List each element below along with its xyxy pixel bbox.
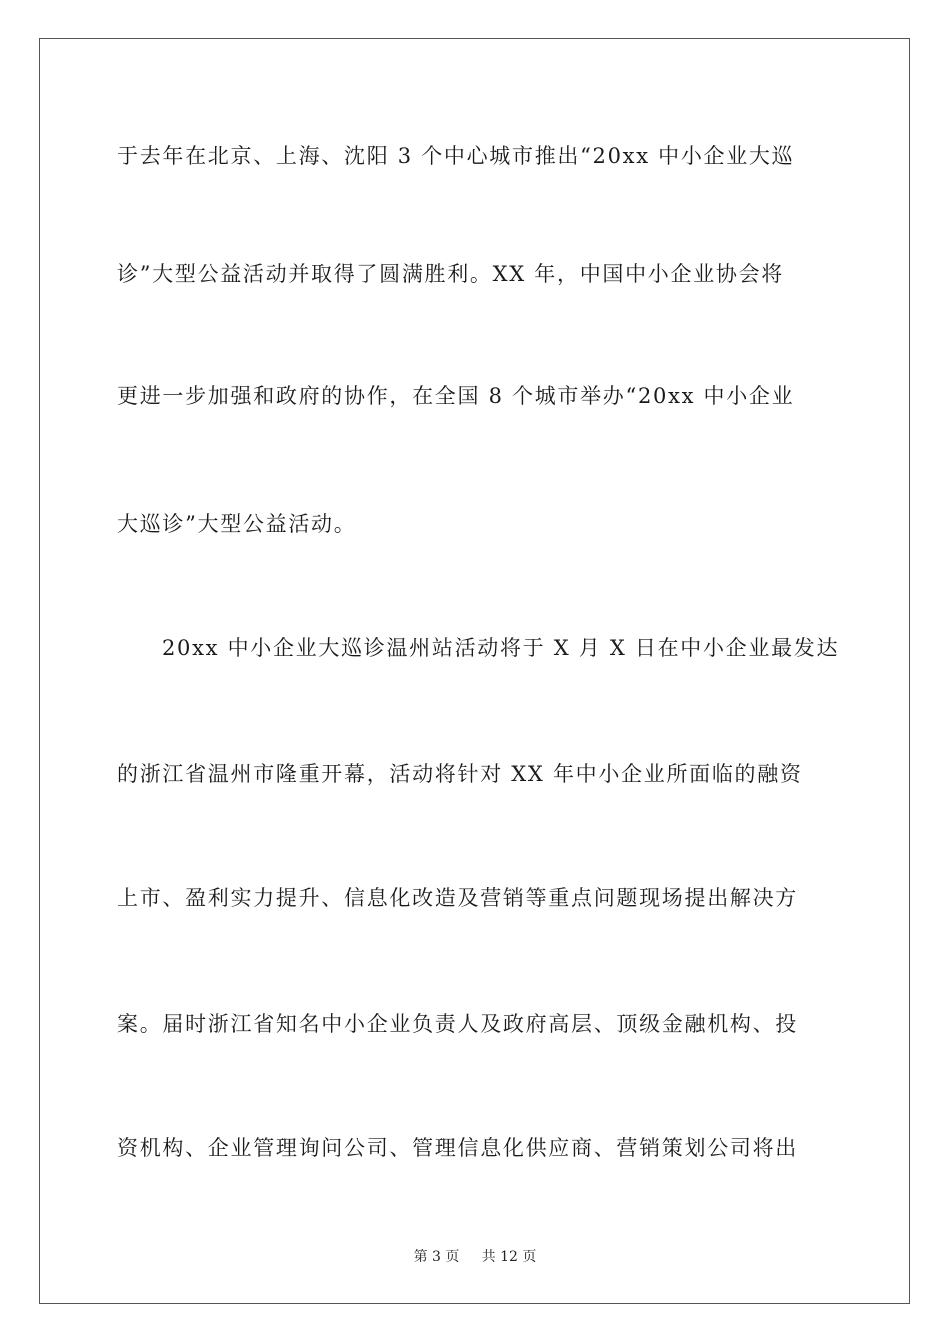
text-line-8: 案。届时浙江省知名中小企业负责人及政府高层、顶级金融机构、投 [117,1012,798,1036]
text-line-9: 资机构、企业管理询问公司、管理信息化供应商、营销策划公司将出 [117,1136,798,1160]
text-line-3: 更进一步加强和政府的协作，在全国 8 个城市举办“20xx 中小企业 [117,384,795,408]
page-border [39,38,910,1304]
page-total: 共 12 页 [481,1249,537,1265]
text-line-6: 的浙江省温州市隆重开幕，活动将针对 XX 年中小企业所面临的融资 [117,762,803,786]
text-line-7: 上市、盈利实力提升、信息化改造及营销等重点问题现场提出解决方 [117,886,798,910]
page-number: 第 3 页 [413,1249,460,1265]
page-footer [0,1248,950,1266]
text-line-5-paragraph-start: 20xx 中小企业大巡诊温州站活动将于 X 月 X 日在中小企业最发达 [162,636,840,660]
text-line-2: 诊”大型公益活动并取得了圆满胜利。XX 年，中国中小企业协会将 [117,262,785,286]
text-line-1: 于去年在北京、上海、沈阳 3 个中心城市推出“20xx 中小企业大巡 [117,144,795,168]
text-line-4: 大巡诊”大型公益活动。 [117,512,357,536]
